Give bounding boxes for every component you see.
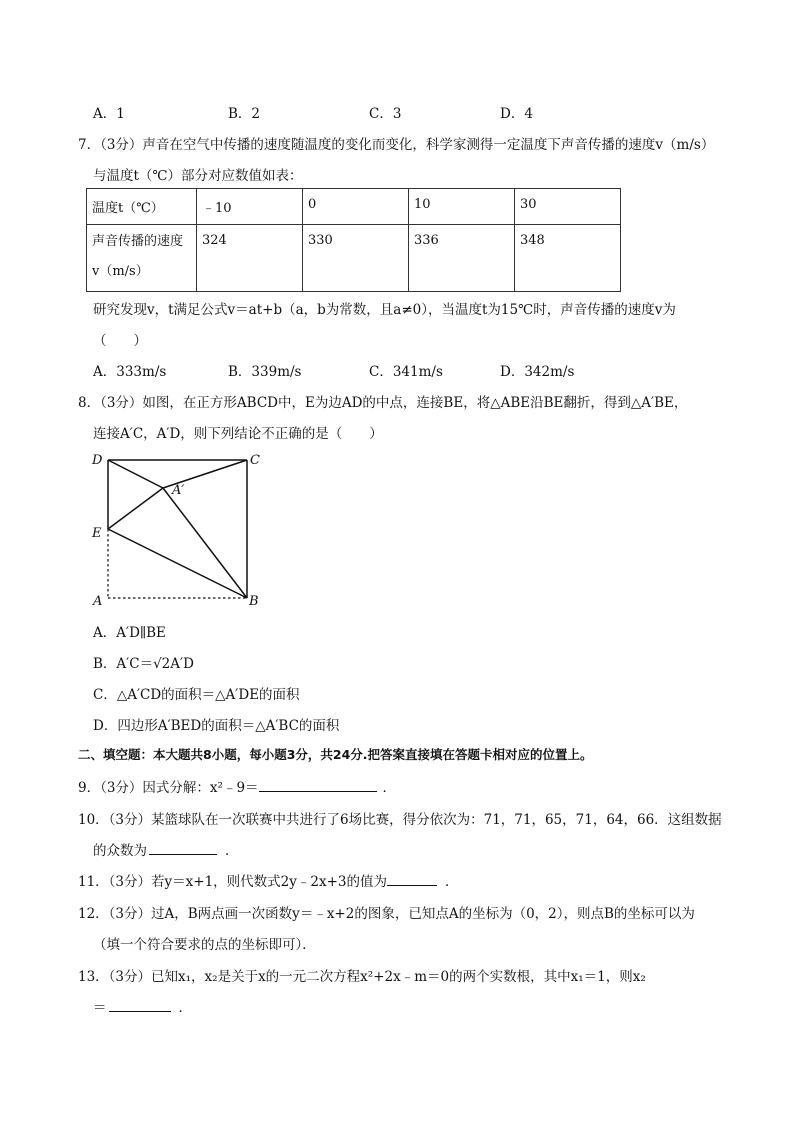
q7-option-b: B．339m/s [228, 364, 302, 380]
q12-stem-line2: （填一个符合要求的点的坐标即可）． [93, 937, 316, 953]
q13-answer-blank[interactable] [109, 999, 171, 1012]
segment-a-prime-d [108, 460, 163, 488]
q8-stem-line1: 8．（3分）如图，在正方形ABCD中，E为边AD的中点，连接BE，将△ABE沿BE翻折，得到△A′BE， [78, 395, 688, 411]
segment-eb [108, 529, 247, 598]
table-row [87, 225, 621, 292]
q13-end: ． [178, 1000, 192, 1016]
q6-option-b: B．2 [228, 106, 261, 122]
q8-option-b: B．A′C＝√2A′D [93, 656, 194, 672]
q6-option-d: D．4 [500, 106, 533, 122]
q11-end: ． [444, 874, 459, 890]
q12-stem-line1: 12．（3分）过A，B两点画一次函数y＝﹣x+2的图象，已知点A的坐标为（0，2），则点B的坐标可以为 [78, 906, 695, 922]
table-header-speed-b: v（m/s） [92, 264, 149, 279]
q7-stem-line1: 7．（3分）声音在空气中传播的速度随温度的变化而变化，科学家测得一定温度下声音传播的速度v（m/s） [78, 137, 715, 153]
q10-stem-line1: 10．（3分）某篮球队在一次联赛中共进行了6场比赛，得分依次为：71，71，65，71，64，66．这组数据 [78, 812, 722, 828]
q10-text: 的众数为 [93, 843, 147, 859]
q10-answer-blank[interactable] [149, 842, 217, 855]
q9-end: ． [382, 780, 397, 796]
section-heading-fill-in: 二、填空题：本大题共8小题，每小题3分，共24分.把答案直接填在答题卡相对应的位置上。 [78, 747, 593, 762]
q6-option-c: C．3 [369, 106, 402, 122]
label-c: C [250, 453, 260, 468]
q8-option-a: A．A′D∥BE [93, 625, 166, 641]
label-e: E [92, 526, 102, 541]
q10-stem-line2 [93, 839, 239, 859]
q7-option-d: D．342m/s [500, 364, 575, 380]
q7-option-c: C．341m/s [369, 364, 443, 380]
q13-stem-line2 [93, 996, 192, 1016]
label-a-prime: A′ [172, 483, 185, 498]
q7-data-table [86, 188, 621, 292]
q10-end: ． [225, 843, 239, 859]
q9-stem [78, 776, 396, 796]
table-cell: 30 [515, 189, 621, 225]
q8-stem-line2: 连接A′C，A′D，则下列结论不正确的是（ ） [93, 426, 383, 442]
label-b: B [249, 594, 259, 609]
label-d: D [92, 453, 103, 468]
q9-answer-blank[interactable] [259, 779, 377, 792]
table-cell: 348 [515, 225, 621, 292]
segment-ea-prime [108, 488, 163, 529]
table-cell: 336 [409, 225, 515, 292]
table-cell [87, 225, 197, 292]
table-cell: 324 [197, 225, 303, 292]
q7-stem-line2: 与温度t（℃）部分对应数值如表： [93, 168, 303, 184]
table-cell: 温度t（℃） [87, 189, 197, 225]
q11-answer-blank[interactable] [387, 873, 437, 886]
q11-text: 11．（3分）若y＝x+1，则代数式2y﹣2x+3的值为 [78, 874, 387, 890]
q7-stem-line4: （ ） [93, 333, 147, 349]
q7-option-a: A．333m/s [93, 364, 167, 380]
q9-text: 9．（3分）因式分解：x²﹣9＝ [78, 780, 259, 796]
table-header-speed-a: 声音传播的速度 [92, 234, 184, 249]
q8-square-figure [88, 448, 278, 613]
q11-stem [78, 870, 458, 890]
table-cell: 330 [303, 225, 409, 292]
table-cell: ﹣10 [197, 189, 303, 225]
q13-text: ＝ [93, 1000, 107, 1016]
q8-option-c: C．△A′CD的面积＝△A′DE的面积 [93, 687, 300, 703]
table-cell: 0 [303, 189, 409, 225]
table-cell: 10 [409, 189, 515, 225]
table-row [87, 189, 621, 225]
q7-stem-line3: 研究发现v，t满足公式v＝at+b（a，b为常数，且a≠0），当温度t为15℃时，声音传播的速度v为 [93, 302, 676, 318]
q6-option-a: A．1 [93, 106, 125, 122]
label-a: A [93, 594, 103, 609]
q8-option-d: D．四边形A′BED的面积＝△A′BC的面积 [93, 718, 340, 734]
q13-stem-line1: 13．（3分）已知x₁，x₂是关于x的一元二次方程x²+2x﹣m＝0的两个实数根，其中x₁＝1，则x₂ [78, 969, 646, 985]
segment-a-prime-b [163, 488, 247, 598]
